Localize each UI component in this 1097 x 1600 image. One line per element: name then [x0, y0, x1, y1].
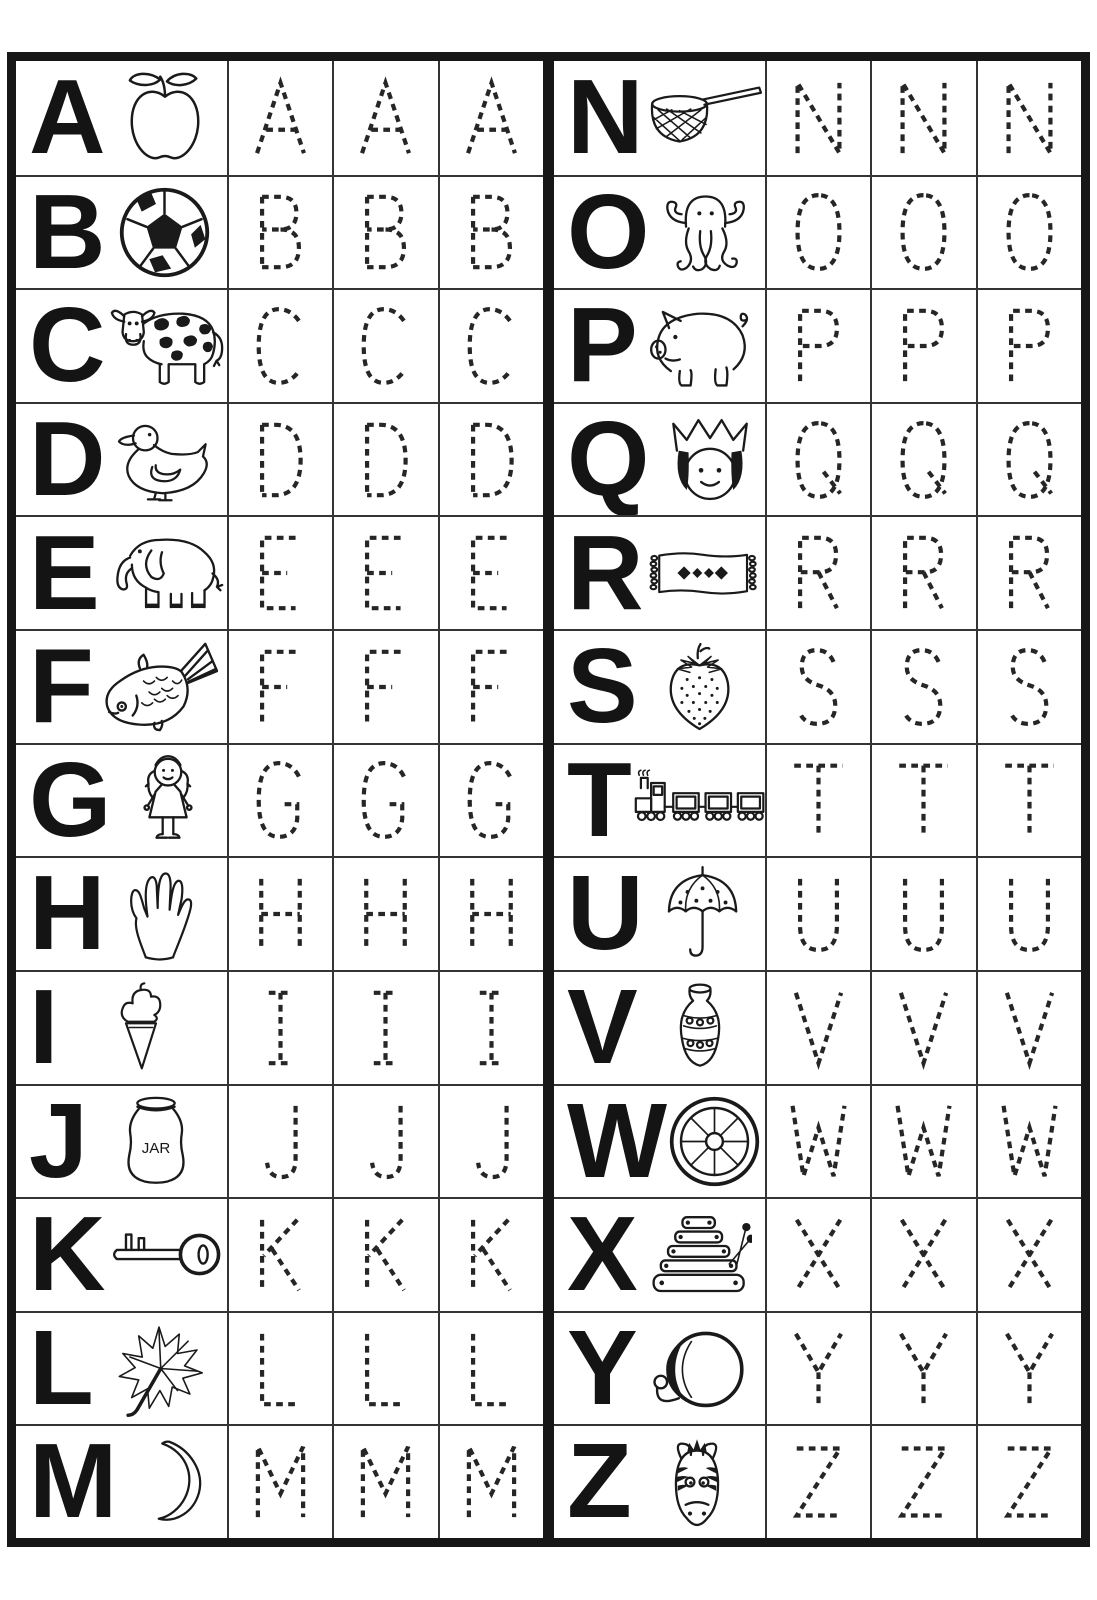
example-cell-c: [16, 290, 227, 402]
dashed-letter-glyph: [996, 758, 1063, 842]
trace-cell-x-2: [870, 1199, 975, 1311]
trace-cell-t-2: [870, 745, 975, 857]
net-icon: [641, 79, 765, 157]
cow-icon: [103, 300, 227, 393]
solid-letter: U: [567, 858, 641, 970]
example-cell-o: [554, 177, 765, 289]
trace-cell-c-2: [332, 290, 437, 402]
trace-cell-e-1: [227, 517, 332, 629]
dashed-letter-glyph: [247, 1213, 314, 1297]
letter-row-c: [16, 288, 543, 402]
trace-cell-n-2: [870, 61, 975, 175]
hand-icon: [103, 866, 227, 962]
dashed-letter-glyph: [352, 190, 419, 274]
example-cell-u: [554, 858, 765, 970]
dashed-letter-glyph: [890, 1213, 957, 1297]
trace-cell-m-3: [438, 1426, 543, 1538]
trace-cell-o-1: [765, 177, 870, 289]
rug-icon: [641, 541, 765, 605]
zebra-icon: [629, 1436, 765, 1529]
dashed-letter-glyph: [458, 76, 525, 160]
dashed-letter-glyph: [352, 76, 419, 160]
dashed-letter-glyph: [247, 872, 314, 956]
dashed-letter-glyph: [996, 531, 1063, 615]
trace-cell-f-2: [332, 631, 437, 743]
dashed-letter-glyph: [996, 645, 1063, 729]
moon-icon: [114, 1435, 226, 1529]
trace-cell-m-1: [227, 1426, 332, 1538]
umbrella-icon: [641, 865, 765, 963]
trace-cell-y-1: [765, 1313, 870, 1425]
alphabet-tracing-table: [7, 52, 1090, 1547]
trace-cell-q-2: [870, 404, 975, 516]
dashed-letter-glyph: [352, 1440, 419, 1524]
letter-row-g: [16, 743, 543, 857]
trace-cell-f-3: [438, 631, 543, 743]
letter-row-r: [554, 515, 1081, 629]
example-cell-j: [16, 1086, 227, 1198]
letter-row-y: [554, 1311, 1081, 1425]
example-cell-m: [16, 1426, 227, 1538]
trace-cell-j-2: [332, 1086, 437, 1198]
trace-cell-n-1: [765, 61, 870, 175]
trace-cell-u-2: [870, 858, 975, 970]
trace-cell-y-3: [976, 1313, 1081, 1425]
trace-cell-b-3: [438, 177, 543, 289]
trace-cell-l-2: [332, 1313, 437, 1425]
trace-cell-c-3: [438, 290, 543, 402]
letter-row-s: [554, 629, 1081, 743]
letter-row-o: [554, 175, 1081, 289]
solid-letter: R: [567, 517, 641, 630]
solid-letter: I: [29, 971, 56, 1084]
solid-letter: N: [567, 61, 641, 175]
solid-letter: X: [567, 1199, 635, 1311]
dashed-letter-glyph: [247, 190, 314, 274]
letter-row-n: [554, 61, 1081, 175]
dashed-letter-glyph: [458, 1213, 525, 1297]
trace-cell-o-2: [870, 177, 975, 289]
solid-letter: P: [567, 290, 635, 402]
dashed-letter-glyph: [458, 418, 525, 502]
solid-letter: S: [567, 631, 635, 743]
trace-cell-z-1: [765, 1426, 870, 1538]
trace-cell-r-1: [765, 517, 870, 629]
dashed-letter-glyph: [352, 986, 419, 1070]
solid-letter: C: [29, 290, 103, 402]
dashed-letter-glyph: [458, 531, 525, 615]
trace-cell-s-1: [765, 631, 870, 743]
dashed-letter-glyph: [247, 1099, 314, 1183]
example-cell-g: [16, 745, 227, 857]
dashed-letter-glyph: [996, 418, 1063, 502]
dashed-letter-glyph: [247, 986, 314, 1070]
dashed-letter-glyph: [458, 1327, 525, 1411]
trace-cell-h-2: [332, 858, 437, 970]
dashed-letter-glyph: [247, 418, 314, 502]
trace-cell-r-2: [870, 517, 975, 629]
example-cell-i: [16, 972, 227, 1084]
duck-icon: [103, 415, 227, 505]
trace-cell-e-2: [332, 517, 437, 629]
dashed-letter-glyph: [352, 1327, 419, 1411]
dashed-letter-glyph: [890, 76, 957, 160]
letter-row-j: [16, 1084, 543, 1198]
example-cell-w: [554, 1086, 765, 1198]
dashed-letter-glyph: [785, 986, 852, 1070]
letter-row-d: [16, 402, 543, 516]
trace-cell-k-2: [332, 1199, 437, 1311]
dashed-letter-glyph: [352, 304, 419, 388]
example-cell-n: [554, 61, 765, 175]
dashed-letter-glyph: [458, 1440, 525, 1524]
trace-cell-i-3: [438, 972, 543, 1084]
dashed-letter-glyph: [890, 190, 957, 274]
fish-icon: [91, 641, 227, 732]
trace-cell-v-1: [765, 972, 870, 1084]
trace-cell-l-1: [227, 1313, 332, 1425]
trace-cell-q-3: [976, 404, 1081, 516]
dashed-letter-glyph: [890, 418, 957, 502]
trace-cell-p-3: [976, 290, 1081, 402]
ball-icon: [103, 185, 227, 280]
queen-icon: [646, 413, 764, 507]
dashed-letter-glyph: [785, 304, 852, 388]
example-cell-t: [554, 745, 765, 857]
solid-letter: M: [29, 1426, 115, 1538]
pig-icon: [635, 301, 765, 391]
dashed-letter-glyph: [458, 1099, 525, 1183]
trace-cell-z-2: [870, 1426, 975, 1538]
dashed-letter-glyph: [890, 1440, 957, 1524]
example-cell-k: [16, 1199, 227, 1311]
trace-cell-t-3: [976, 745, 1081, 857]
example-cell-x: [554, 1199, 765, 1311]
solid-letter: V: [567, 971, 635, 1084]
letter-row-z: [554, 1424, 1081, 1538]
letter-row-m: [16, 1424, 543, 1538]
dashed-letter-glyph: [352, 645, 419, 729]
dashed-letter-glyph: [785, 190, 852, 274]
letter-row-w: [554, 1084, 1081, 1198]
dashed-letter-glyph: [996, 872, 1063, 956]
dashed-letter-glyph: [352, 1213, 419, 1297]
dashed-letter-glyph: [785, 645, 852, 729]
yoyo-icon: [635, 1326, 765, 1412]
dashed-letter-glyph: [352, 872, 419, 956]
dashed-letter-glyph: [247, 645, 314, 729]
trace-cell-b-1: [227, 177, 332, 289]
dashed-letter-glyph: [996, 986, 1063, 1070]
trace-cell-o-3: [976, 177, 1081, 289]
trace-cell-x-3: [976, 1199, 1081, 1311]
dashed-letter-glyph: [785, 531, 852, 615]
letter-row-v: [554, 970, 1081, 1084]
dashed-letter-glyph: [890, 1327, 957, 1411]
dashed-letter-glyph: [996, 76, 1063, 160]
dashed-letter-glyph: [785, 1440, 852, 1524]
dashed-letter-glyph: [247, 531, 314, 615]
trace-cell-f-1: [227, 631, 332, 743]
trace-cell-n-3: [976, 61, 1081, 175]
trace-cell-d-3: [438, 404, 543, 516]
example-cell-r: [554, 517, 765, 629]
strawberry-icon: [635, 640, 765, 734]
letter-row-l: [16, 1311, 543, 1425]
trace-cell-p-2: [870, 290, 975, 402]
leaf-icon: [91, 1320, 227, 1417]
dashed-letter-glyph: [247, 1327, 314, 1411]
letter-row-a: [16, 61, 543, 175]
jar-label-text: JAR: [141, 1140, 171, 1158]
solid-letter: A: [29, 61, 103, 175]
dashed-letter-glyph: [890, 986, 957, 1070]
dashed-letter-glyph: [996, 1440, 1063, 1524]
dashed-letter-glyph: [352, 531, 419, 615]
dashed-letter-glyph: [785, 76, 852, 160]
letter-row-k: [16, 1197, 543, 1311]
dashed-letter-glyph: [996, 190, 1063, 274]
trace-cell-e-3: [438, 517, 543, 629]
dashed-letter-glyph: [785, 1099, 852, 1183]
letter-row-i: [16, 970, 543, 1084]
trace-cell-j-1: [227, 1086, 332, 1198]
icecream-icon: [55, 979, 226, 1076]
dashed-letter-glyph: [247, 1440, 314, 1524]
dashed-letter-glyph: [458, 872, 525, 956]
dashed-letter-glyph: [785, 418, 852, 502]
dashed-letter-glyph: [785, 1327, 852, 1411]
trace-cell-u-3: [976, 858, 1081, 970]
dashed-letter-glyph: [890, 872, 957, 956]
jar-icon: [85, 1094, 227, 1188]
solid-letter: H: [29, 858, 103, 970]
dashed-letter-glyph: [458, 645, 525, 729]
letter-row-u: [554, 856, 1081, 970]
apple-icon: [103, 70, 227, 165]
key-icon: [103, 1227, 227, 1282]
trace-cell-a-1: [227, 61, 332, 175]
dashed-letter-glyph: [247, 758, 314, 842]
trace-cell-r-3: [976, 517, 1081, 629]
dashed-letter-glyph: [996, 304, 1063, 388]
solid-letter: B: [29, 176, 103, 289]
dashed-letter-glyph: [352, 758, 419, 842]
xylophone-icon: [635, 1210, 765, 1300]
table-right-half-n-to-z: [543, 61, 1081, 1538]
trace-cell-i-1: [227, 972, 332, 1084]
dashed-letter-glyph: [458, 190, 525, 274]
trace-cell-k-1: [227, 1199, 332, 1311]
dashed-letter-glyph: [996, 1327, 1063, 1411]
trace-cell-g-3: [438, 745, 543, 857]
trace-cell-d-1: [227, 404, 332, 516]
trace-cell-s-3: [976, 631, 1081, 743]
letter-row-p: [554, 288, 1081, 402]
example-cell-d: [16, 404, 227, 516]
solid-letter: Z: [567, 1426, 629, 1538]
solid-letter: D: [29, 403, 103, 516]
trace-cell-g-2: [332, 745, 437, 857]
solid-letter: K: [29, 1199, 103, 1311]
example-cell-y: [554, 1313, 765, 1425]
girl-icon: [108, 751, 226, 850]
trace-cell-b-2: [332, 177, 437, 289]
letter-row-f: [16, 629, 543, 743]
letter-row-h: [16, 856, 543, 970]
trace-cell-w-3: [976, 1086, 1081, 1198]
solid-letter: L: [29, 1312, 91, 1425]
trace-cell-z-3: [976, 1426, 1081, 1538]
example-cell-s: [554, 631, 765, 743]
trace-cell-l-3: [438, 1313, 543, 1425]
trace-cell-j-3: [438, 1086, 543, 1198]
solid-letter: Y: [567, 1312, 635, 1425]
example-cell-f: [16, 631, 227, 743]
example-cell-v: [554, 972, 765, 1084]
dashed-letter-glyph: [996, 1213, 1063, 1297]
trace-cell-w-1: [765, 1086, 870, 1198]
example-cell-q: [554, 404, 765, 516]
dashed-letter-glyph: [458, 758, 525, 842]
trace-cell-v-2: [870, 972, 975, 1084]
letter-row-x: [554, 1197, 1081, 1311]
trace-cell-y-2: [870, 1313, 975, 1425]
wheel-icon: [664, 1095, 765, 1188]
trace-cell-p-1: [765, 290, 870, 402]
dashed-letter-glyph: [352, 418, 419, 502]
dashed-letter-glyph: [996, 1099, 1063, 1183]
trace-cell-h-3: [438, 858, 543, 970]
solid-letter: E: [29, 517, 97, 630]
dashed-letter-glyph: [247, 304, 314, 388]
train-icon: [629, 767, 765, 833]
trace-cell-v-3: [976, 972, 1081, 1084]
trace-cell-t-1: [765, 745, 870, 857]
letter-row-b: [16, 175, 543, 289]
trace-cell-i-2: [332, 972, 437, 1084]
octopus-icon: [646, 187, 764, 277]
trace-cell-u-1: [765, 858, 870, 970]
trace-cell-d-2: [332, 404, 437, 516]
dashed-letter-glyph: [785, 1213, 852, 1297]
letter-row-q: [554, 402, 1081, 516]
example-cell-b: [16, 177, 227, 289]
trace-cell-g-1: [227, 745, 332, 857]
solid-letter: O: [567, 176, 647, 289]
example-cell-h: [16, 858, 227, 970]
vase-icon: [635, 981, 765, 1075]
trace-cell-s-2: [870, 631, 975, 743]
trace-cell-c-1: [227, 290, 332, 402]
trace-cell-q-1: [765, 404, 870, 516]
trace-cell-x-1: [765, 1199, 870, 1311]
example-cell-p: [554, 290, 765, 402]
letter-row-e: [16, 515, 543, 629]
solid-letter: G: [29, 744, 109, 857]
solid-letter: Q: [567, 403, 647, 516]
dashed-letter-glyph: [247, 76, 314, 160]
dashed-letter-glyph: [890, 645, 957, 729]
dashed-letter-glyph: [890, 1099, 957, 1183]
dashed-letter-glyph: [785, 872, 852, 956]
dashed-letter-glyph: [890, 304, 957, 388]
dashed-letter-glyph: [458, 986, 525, 1070]
trace-cell-w-2: [870, 1086, 975, 1198]
dashed-letter-glyph: [458, 304, 525, 388]
trace-cell-m-2: [332, 1426, 437, 1538]
dashed-letter-glyph: [352, 1099, 419, 1183]
dashed-letter-glyph: [785, 758, 852, 842]
letter-row-t: [554, 743, 1081, 857]
solid-letter: F: [29, 631, 91, 743]
solid-letter: W: [567, 1085, 665, 1198]
elephant-icon: [97, 528, 227, 619]
table-left-half-a-to-m: [16, 61, 543, 1538]
trace-cell-h-1: [227, 858, 332, 970]
trace-cell-a-2: [332, 61, 437, 175]
example-cell-a: [16, 61, 227, 175]
trace-cell-a-3: [438, 61, 543, 175]
trace-cell-k-3: [438, 1199, 543, 1311]
example-cell-z: [554, 1426, 765, 1538]
dashed-letter-glyph: [890, 758, 957, 842]
example-cell-l: [16, 1313, 227, 1425]
solid-letter: J: [29, 1085, 85, 1198]
solid-letter: T: [567, 744, 629, 857]
example-cell-e: [16, 517, 227, 629]
dashed-letter-glyph: [890, 531, 957, 615]
